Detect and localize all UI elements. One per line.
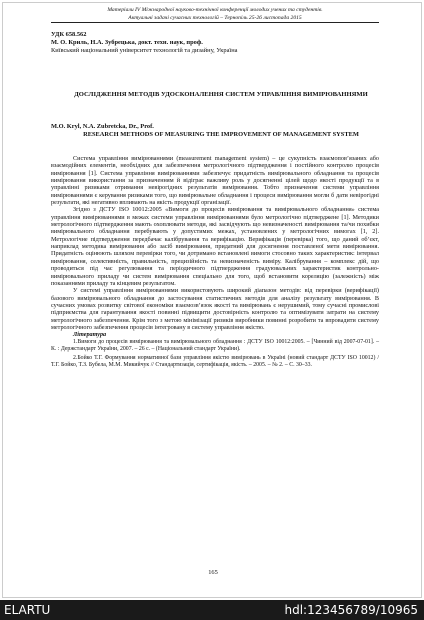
conference-header <box>51 7 379 23</box>
authors-ua: М. О. Криль, Н.А. Зубрецька, докт. техн. наук, проф. <box>51 39 203 46</box>
article-meta <box>51 31 391 55</box>
reference-item: 1.Вимоги до процесів вимірювання та вимірювального обладнання : ДСТУ ISO 10012:2005. – [Чинний від 2007-07-01]. – К. : Держстандарт України, 2007. – 26 с. – (Національний стандарт України). <box>51 338 379 352</box>
page-number: 165 <box>208 569 218 576</box>
header-line-2: Актуальні задачі сучасних технологій – Тернопіль 25-26 листопада 2015 <box>51 15 379 23</box>
paragraph-3: У системі управління вимірюваннями використовують широкий діапазон методів: від перевірки (верифікації) базового вимірювального обладнання до застосування статистичних методів для аналізу результату вимірювання. В сучасних умовах розвитку світової економіки взаємозв’язок якості та вимірювань є нерушимий, тому сучасні промислові підприємства для гарантування якості повинні підвищити достовірність контролю та оптимізувати затрати на систему метрологічного забезпечення. Крім того з метою мінімізації ризиків виробники повинні розробити та впровадити систему метрологічного забезпечення процесів інтегровану в систему управління якістю. <box>51 287 379 331</box>
document-page <box>2 2 422 598</box>
affiliation: Київський національний університет технологій та дизайну, Україна <box>51 47 238 54</box>
reference-item: 2.Бойко Т.Г. Формування нормативної бази управління якістю вимірювань в Україні (новий стандарт ДСТУ ISO 10012) / Т.Г. Бойко, Т.З. Бубела, М.М. Микийчук // Стандартизація, сертифікація, якість. – 2005. – № 2. – С. 30–33. <box>51 354 379 368</box>
reference-list <box>51 339 379 369</box>
header-line-1: Матеріали IV Міжнародної науково-технічної конференції молодих учених та студентів. <box>107 7 323 13</box>
authors-en-block <box>51 123 391 139</box>
udc-code: УДК 658.562 <box>51 31 87 38</box>
literature-heading: Література <box>73 331 107 339</box>
authors-en: M.O. Kryl, N.A. Zubretcka, Dr., Prof. <box>51 123 154 130</box>
handle-id: hdl:123456789/10965 <box>284 603 418 617</box>
article-body <box>51 155 379 371</box>
title-en: RESEARCH METHODS OF MEASURING THE IMPROVEMENT OF MANAGEMENT SYSTEM <box>83 131 359 138</box>
repository-name: ELARTU <box>4 603 51 617</box>
repository-footer-bar <box>0 600 424 620</box>
paragraph-1: Система управління вимірюваннями (measurement management system) – це сукупність взаємопов’язаних або взаємодійних елементів, необхідних для забезпечення метрологічного підтвердження і постійного контролю процесів вимірювання [1]. Система управління вимірюваннями забезпечує придатність вимірювального обладнання та процесів вимірювання використання за призначенням й відіграє важливу роль у досягненні цілей щодо якості продукції та в управлінні ризиками отримання невірогідних результатів вимірювання. Тобто призначення системи управління вимірюваннями є керування ризиками того, що вимірювальне обладнання і процеси вимірювання могли б дати невірогідні результати, які негативно впливають на якість продукції організації. <box>51 155 379 207</box>
paragraph-2: Згідно з ДСТУ ISO 10012:2005 «Вимоги до процесів вимірювання та вимірювального обладнання» система управління вимірюваннями в межах системи управління вимірюваннями було метрологічно підтверджене [1]. Методики метрологічного підтвердження мають охоплювати методи, які засвідчують що невизначеності вимірювання та/чи похибки вимірювального обладнання перебувають у допустимих межах, установлених у метрологічних вимогах [1, 2]. Метрологічне підтвердження передбачає калібрування та верифікацію. Верифікація (перевірка) того, що даний об’єкт, наприклад методика вимірювання або засіб вимірювання, придатний для досягнення поставленої мети вимірювання. Придатність оцінюють шляхом перевірки того, чи дотримано встановлені вимоги стосовно таких характеристик: інтервал вимірювання, селективність, правильність, прецизійність та невизначеність виміру. Калібрування – комплекс дій, що проводиться під час регулювання та періодичного підтвердження градуювальних характеристик контрольно-вимірювального приладу чи систем вимірювання спеціально для того, щоб встановити кореляцію (залежність) між показаннями приладу та кінцевим результатом. <box>51 206 379 287</box>
title-ua: ДОСЛІДЖЕННЯ МЕТОДІВ УДОСКОНАЛЕННЯ СИСТЕМ УПРАВЛІННЯ ВИМІРЮВАННЯМИ <box>74 91 368 98</box>
